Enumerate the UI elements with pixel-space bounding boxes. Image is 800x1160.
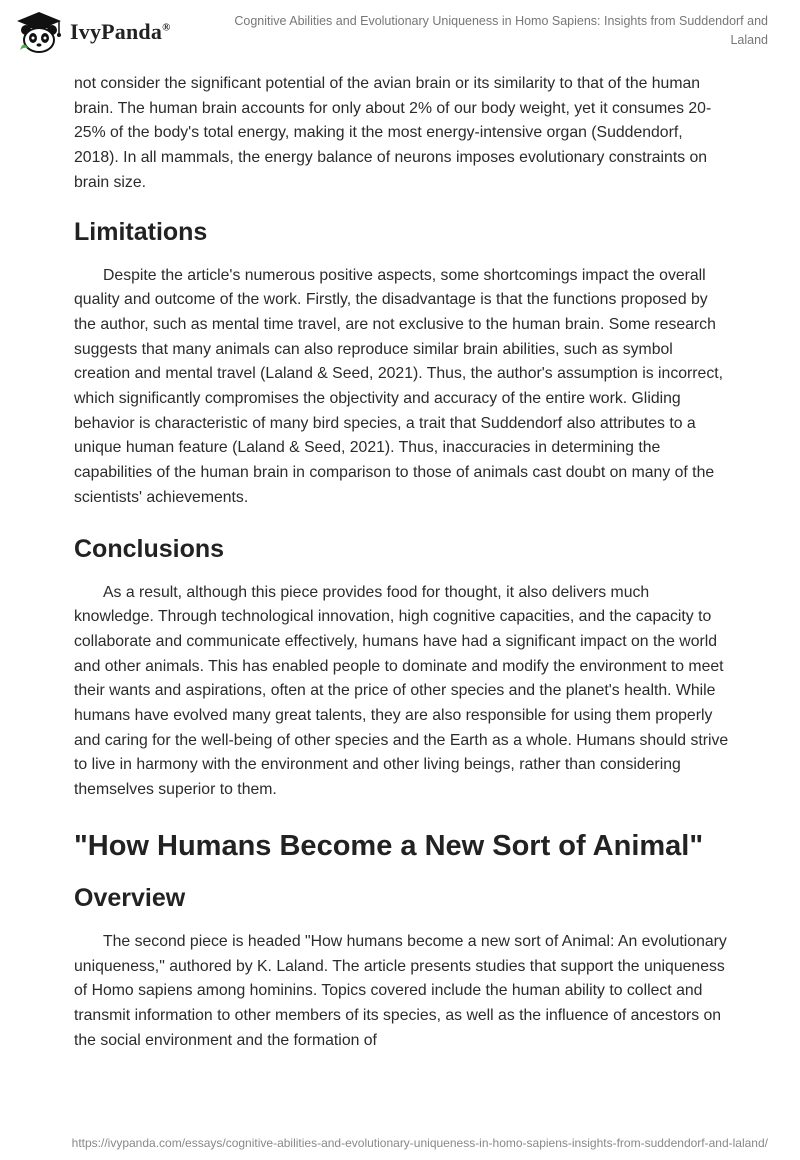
- page-header: [0, 0, 800, 70]
- intro-paragraph: not consider the significant potential of the avian brain or its similarity to that of the human brain. The human brain accounts for only about 2% of our body weight, yet it consumes 20-25% of the body's total energy, making it the most energy-intensive organ (Suddendorf, 2018). In all mammals, the energy balance of neurons imposes evolutionary constraints on brain size.: [74, 75, 712, 191]
- article-body: [74, 72, 730, 1053]
- page-url[interactable]: https://ivypanda.com/essays/cognitive-abilities-and-evolutionary-uniqueness-in-homo-sapiens-insights-from-suddendorf-and-laland/: [71, 1136, 768, 1150]
- limitations-paragraph: Despite the article's numerous positive aspects, some shortcomings impact the overall quality and outcome of the work. Firstly, the disadvantage is that the functions proposed by the author, such as mental time travel, are not exclusive to the human brain. Some research suggests that many animals can also reproduce similar brain abilities, such as symbol creation and mental travel (Laland & Seed, 2021). Thus, the author's assumption is incorrect, which significantly compromises the objectivity and accuracy of the entire work. Gliding behavior is characteristic of many bird species, a trait that Suddendorf also attributes to a unique human feature (Laland & Seed, 2021). Thus, inaccuracies in determining the capabilities of the human brain in comparison to those of animals cast doubt on many of the scientists' achievements.: [74, 266, 723, 506]
- brand-name: IvyPanda®: [70, 19, 171, 44]
- overview-paragraph: The second piece is headed "How humans become a new sort of Animal: An evolutionary uniqueness," authored by K. Laland. The article presents studies that support the uniqueness of Homo sapiens among hominins. Topics covered include the human ability to collect and transmit information to other members of its species, as well as the influence of ancestors on the social environment and the formation of: [74, 932, 727, 1049]
- section-heading: "How Humans Become a New Sort of Animal": [74, 829, 704, 862]
- conclusions-heading: Conclusions: [74, 534, 225, 563]
- ivypanda-logo[interactable]: [14, 10, 171, 54]
- limitations-heading: Limitations: [74, 217, 208, 246]
- conclusions-paragraph: As a result, although this piece provides food for thought, it also delivers much knowledge. Through technological innovation, high cognitive capacities, and the capacity to collaborate and communicate effectively, humans have had a significant impact on the world and other animals. This has enabled people to dominate and modify the environment to meet their wants and aspirations, often at the price of other species and the planet's health. While humans have evolved many great talents, they are also responsible for using them properly and caring for the well-being of other species and the Earth as a whole. Humans should strive to live in harmony with the environment and other living beings, rather than considering themselves superior to them.: [74, 583, 729, 799]
- overview-heading: Overview: [74, 883, 186, 912]
- panda-graduate-icon: [14, 10, 64, 54]
- document-title: Cognitive Abilities and Evolutionary Uniqueness in Homo Sapiens: Insights from Suddendorf and Laland: [234, 14, 768, 47]
